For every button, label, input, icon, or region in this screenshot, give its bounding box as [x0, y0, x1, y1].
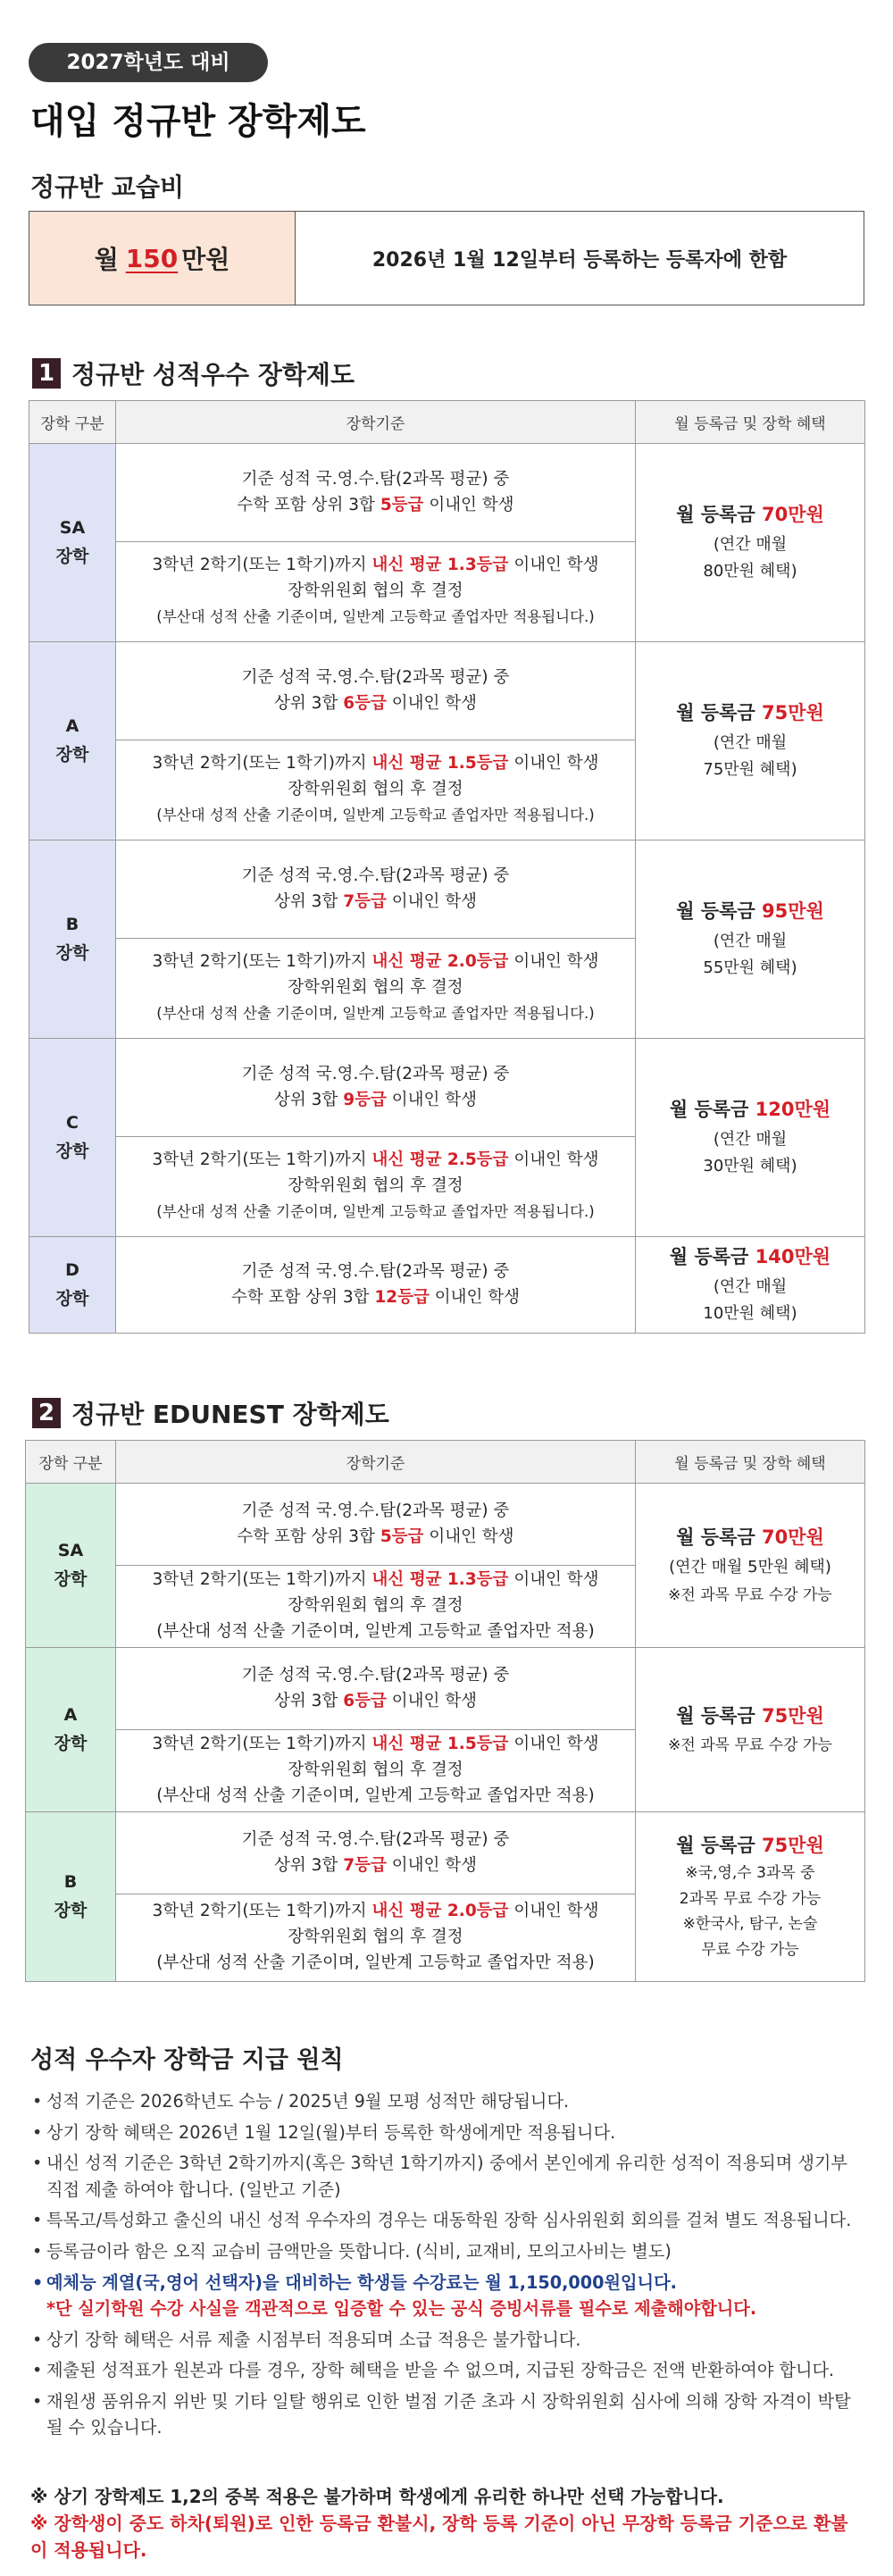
benefit-cell: 월 등록금 95만원 (연간 매월 55만원 혜택)	[636, 841, 865, 1039]
rank-cell: C 장학	[29, 1039, 116, 1237]
criteria-gpa: 3학년 2학기(또는 1학기)까지 내신 평균 1.5등급 이내인 학생 장학위원회 협의 후 결정 (부산대 성적 산출 기준이며, 일반계 고등학교 졸업자만 적용됩니다.)	[116, 740, 636, 841]
criteria-exam: 기준 성적 국.영.수.탐(2과목 평균) 중 수학 포함 상위 3합 12등급 이내인 학생	[116, 1237, 636, 1334]
list-item: • 특목고/특성화고 출신의 내신 성적 우수자의 경우는 대동학원 장학 심사위원회 회의를 걸쳐 별도 적용됩니다.	[30, 2207, 861, 2233]
rules-list	[30, 2088, 861, 2446]
table-header-row	[29, 401, 865, 444]
table-row	[26, 1648, 865, 1730]
criteria-exam: 기준 성적 국.영.수.탐(2과목 평균) 중 상위 3합 9등급 이내인 학생	[116, 1039, 636, 1137]
list-item: • 내신 성적 기준은 3학년 2학기까지(혹은 3학년 1학기까지) 중에서 본인에게 유리한 성적이 적용되며 생기부 직접 제출 하여야 합니다. (일반고 기준)	[30, 2150, 861, 2202]
table-row	[29, 642, 865, 740]
section1-title: 정규반 성적우수 장학제도	[71, 360, 355, 389]
criteria-gpa: 3학년 2학기(또는 1학기)까지 내신 평균 1.3등급 이내인 학생 장학위원회 협의 후 결정 (부산대 성적 산출 기준이며, 일반계 고등학교 졸업자만 적용됩니다.)	[116, 542, 636, 642]
benefit-cell: 월 등록금 120만원 (연간 매월 30만원 혜택)	[636, 1039, 865, 1237]
section2-title: 정규반 EDUNEST 장학제도	[71, 1400, 389, 1429]
criteria-gpa: 3학년 2학기(또는 1학기)까지 내신 평균 2.0등급 이내인 학생 장학위원회 협의 후 결정 (부산대 성적 산출 기준이며, 일반계 고등학교 졸업자만 적용됩니다.)	[116, 939, 636, 1039]
rules-title: 성적 우수자 장학금 지급 원칙	[30, 2046, 344, 2074]
fee-heading: 정규반 교습비	[30, 172, 185, 202]
benefit-cell: 월 등록금 70만원 (연간 매월 80만원 혜택)	[636, 444, 865, 642]
fee-note: 2026년 1월 12일부터 등록하는 등록자에 한함	[371, 248, 788, 272]
fee-amount-cell	[29, 212, 296, 305]
list-item: • 성적 기준은 2026학년도 수능 / 2025년 9월 모평 성적만 해당됩니다.	[30, 2088, 861, 2114]
arts-note: *단 실기학원 수강 사실을 객관적으로 입증할 수 있는 공식 증빙서류를 필수로 제출해야합니다.	[46, 2297, 757, 2319]
list-item: • 재원생 품위유지 위반 및 기타 일탈 행위로 인한 벌점 기준 초과 시 장학위원회 심사에 의해 장학 자격이 박탈될 수 있습니다.	[30, 2388, 861, 2440]
section2-number: 2	[32, 1398, 61, 1428]
arts-fee-text: 예체능 계열(국,영어 선택자)을 대비하는 학생들 수강료는 월 1,150,000원입니다.	[46, 2271, 677, 2293]
benefit-cell: 월 등록금 75만원 ※전 과목 무료 수강 가능	[636, 1648, 865, 1812]
criteria-exam: 기준 성적 국.영.수.탐(2과목 평균) 중 상위 3합 6등급 이내인 학생	[116, 642, 636, 740]
list-item: • 상기 장학 혜택은 서류 제출 시점부터 적용되며 소급 적용은 불가합니다.	[30, 2327, 861, 2353]
rank-cell: D 장학	[29, 1237, 116, 1334]
page-title: 대입 정규반 장학제도	[30, 101, 366, 142]
section2-heading	[32, 1395, 389, 1431]
criteria-exam: 기준 성적 국.영.수.탐(2과목 평균) 중 상위 3합 7등급 이내인 학생	[116, 841, 636, 939]
fee-amount: 150	[125, 243, 179, 273]
rank-cell: B 장학	[26, 1812, 116, 1982]
section2-table	[25, 1440, 865, 1982]
criteria-exam: 기준 성적 국.영.수.탐(2과목 평균) 중 수학 포함 상위 3합 5등급 이내인 학생	[116, 444, 636, 542]
footnote-duplicate: ※ 상기 장학제도 1,2의 중복 적용은 불가하며 학생에게 유리한 하나만 선택 가능합니다.	[30, 2486, 724, 2507]
section1-number: 1	[32, 358, 61, 389]
header-criteria: 장학기준	[116, 1441, 636, 1484]
rank-cell: SA 장학	[26, 1484, 116, 1648]
list-item: • 등록금이라 함은 오직 교습비 금액만을 뜻합니다. (식비, 교재비, 모의고사비는 별도)	[30, 2238, 861, 2264]
table-header-row	[26, 1441, 865, 1484]
section1-heading	[32, 355, 355, 391]
benefit-cell: 월 등록금 75만원 (연간 매월 75만원 혜택)	[636, 642, 865, 841]
rank-cell: A 장학	[26, 1648, 116, 1812]
footnote-refund: ※ 장학생이 중도 하차(퇴원)로 인한 등록금 환불시, 장학 등록 기준이 아닌 무장학 등록금 기준으로 환불이 적용됩니다.	[30, 2513, 848, 2561]
benefit-cell: 월 등록금 70만원 (연간 매월 5만원 혜택) ※전 과목 무료 수강 가능	[636, 1484, 865, 1648]
list-item: • 제출된 성적표가 원본과 다를 경우, 장학 혜택을 받을 수 없으며, 지급된 장학금은 전액 반환하여야 합니다.	[30, 2357, 861, 2383]
header-benefit: 월 등록금 및 장학 혜택	[636, 401, 865, 444]
table-row	[26, 1812, 865, 1894]
year-badge: 2027학년도 대비	[29, 43, 268, 82]
table-row	[29, 841, 865, 939]
criteria-exam: 기준 성적 국.영.수.탐(2과목 평균) 중 상위 3합 6등급 이내인 학생	[116, 1648, 636, 1730]
list-item-arts	[30, 2270, 861, 2321]
fee-prefix: 월	[94, 245, 119, 274]
criteria-exam: 기준 성적 국.영.수.탐(2과목 평균) 중 수학 포함 상위 3합 5등급 이내인 학생	[116, 1484, 636, 1566]
benefit-cell: 월 등록금 140만원 (연간 매월 10만원 혜택)	[636, 1237, 865, 1334]
header-criteria: 장학기준	[116, 401, 636, 444]
header-rank: 장학 구분	[26, 1441, 116, 1484]
fee-box	[29, 211, 864, 305]
criteria-gpa: 3학년 2학기(또는 1학기)까지 내신 평균 2.5등급 이내인 학생 장학위원회 협의 후 결정 (부산대 성적 산출 기준이며, 일반계 고등학교 졸업자만 적용됩니다.)	[116, 1137, 636, 1237]
header-rank: 장학 구분	[29, 401, 116, 444]
criteria-gpa: 3학년 2학기(또는 1학기)까지 내신 평균 2.0등급 이내인 학생 장학위원회 협의 후 결정 (부산대 성적 산출 기준이며, 일반계 고등학교 졸업자만 적용)	[116, 1894, 636, 1982]
rank-cell: B 장학	[29, 841, 116, 1039]
criteria-gpa: 3학년 2학기(또는 1학기)까지 내신 평균 1.5등급 이내인 학생 장학위원회 협의 후 결정 (부산대 성적 산출 기준이며, 일반계 고등학교 졸업자만 적용)	[116, 1730, 636, 1812]
table-row	[29, 1237, 865, 1334]
section1-table	[29, 400, 865, 1334]
table-row	[29, 444, 865, 542]
criteria-exam: 기준 성적 국.영.수.탐(2과목 평균) 중 상위 3합 7등급 이내인 학생	[116, 1812, 636, 1894]
table-row	[26, 1484, 865, 1566]
list-item: • 상기 장학 혜택은 2026년 1월 12일(월)부터 등록한 학생에게만 적용됩니다.	[30, 2120, 861, 2145]
benefit-cell: 월 등록금 75만원 ※국,영,수 3과목 중 2과목 무료 수강 가능 ※한국사, 탐구, 논술 무료 수강 가능	[636, 1812, 865, 1982]
rank-cell: SA 장학	[29, 444, 116, 642]
table-row	[29, 1039, 865, 1137]
rank-cell: A 장학	[29, 642, 116, 841]
header-benefit: 월 등록금 및 장학 혜택	[636, 1441, 865, 1484]
criteria-gpa: 3학년 2학기(또는 1학기)까지 내신 평균 1.3등급 이내인 학생 장학위원회 협의 후 결정 (부산대 성적 산출 기준이며, 일반계 고등학교 졸업자만 적용)	[116, 1566, 636, 1648]
fee-unit: 만원	[181, 245, 230, 274]
